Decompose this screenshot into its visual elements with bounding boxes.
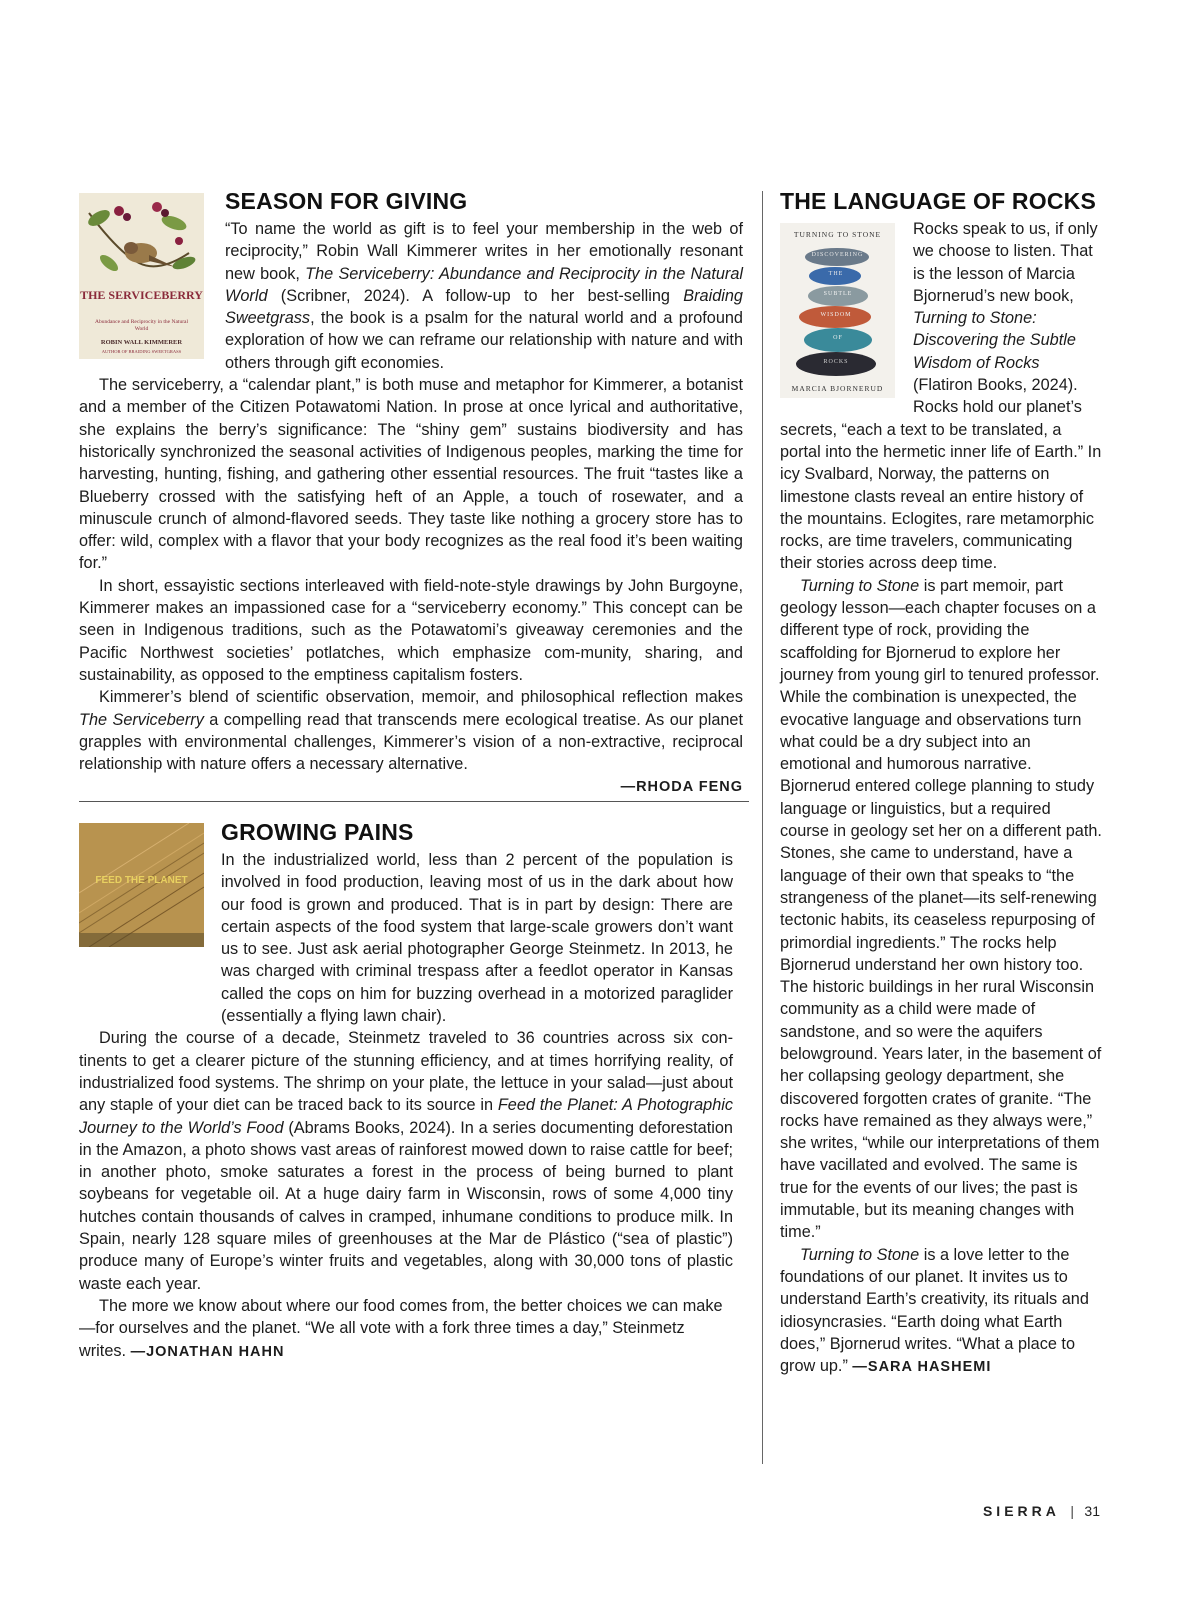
- cover-title: THE SERVICEBERRY: [80, 288, 203, 302]
- cover-stone-word: ROCKS: [823, 359, 849, 365]
- page-number: 31: [1084, 1503, 1100, 1519]
- book-title: Turning to Stone: [800, 576, 920, 595]
- cover-stone-word: OF: [833, 335, 843, 341]
- text-run: Rocks speak to us, if only we choose to listen. That is the lesson of Marcia Bjornerud’s new book,: [913, 220, 1098, 305]
- cover-author: ROBIN WALL KIMMERER: [100, 339, 183, 346]
- page-footer: [960, 1503, 1100, 1521]
- article-body-season-for-giving: [79, 218, 743, 799]
- text-run: The more we know about where our food comes from, the better choices we can make—for ourselves and the planet. “We all vote with a fork three times a day,” Steinmetz writes.: [79, 1296, 723, 1360]
- text-run: a compelling read that transcends mere ecological treatise. As our planet grapples with environmental challenges, Kimmerer’s vision of a non-extractive, reciprocal relationship with nature offers a necessary alternative.: [79, 710, 744, 774]
- column-divider: [762, 191, 763, 1464]
- article-heading-season-for-giving: SEASON FOR GIVING: [225, 188, 468, 214]
- paragraph: [225, 218, 743, 374]
- book-title: Feed the Planet: A Photographic Journey to the World’s Food: [79, 1096, 734, 1137]
- book-title: The Serviceberry: [79, 710, 204, 729]
- byline-sara-hashemi: —SARA HASHEMI: [852, 1359, 992, 1376]
- byline-jonathan-hahn: —JONATHAN HAHN: [130, 1343, 285, 1360]
- book-title: Braiding Sweetgrass: [225, 286, 743, 328]
- text-run: is part memoir, part geology lesson—each chapter focuses on a different type of rock, providing the scaffolding for Bjornerud to explore her journey from young girl to tenured professor. While the combination is unexpected, the evocative language and observations turn what could be a dry subject into an emotional and humorous narrative. Bjornerud entered college planning to study language or linguistics, but a required course in geology set her on a different path. Stones, she came to understand, have a language of their own that speaks to “the strangeness of the planet—its self-renewing tectonic habits, its ceaseless repurposing of primordial ingredients.” The rocks help Bjornerud understand her own history too. The historic buildings in her rural Wisconsin community as a child were made of sandstone, and so were the aquifers belowground. Years later, in the basement of her collapsing geology department, she discovered forgotten crates of granite. “The rocks have remained as they always were,” she writes, “while our interpretations of them have vacillated and evolved. The same is true for the events of our lives; the past is immutable, but its meaning changes with time.”: [780, 576, 1102, 1242]
- cover-stone-word: DISCOVERING: [811, 252, 864, 258]
- paragraph: In the industrialized world, less than 2 percent of the population is involved in food production, leaving most of us in the dark about how our food is grown and produced. That is in part by design: There are certain aspects of the food system that large-scale growers don’t want us to see. Just ask aerial photographer George Steinmetz. In 2013, he was charged with criminal trespass after a feedlot operator in Kansas called the cops on him for buzzing overhead in a motorized paraglider (essentially a flying lawn chair).: [221, 851, 733, 1026]
- paragraph: [780, 218, 1102, 575]
- text-run: , the book is a psalm for the natural world and a profound exploration of how we can reframe our relationship with nature and with others through gift economies.: [225, 309, 743, 372]
- book-title: Turning to Stone: Discovering the Subtle Wisdom of Rocks: [913, 309, 1076, 372]
- cover-stone-word: WISDOM: [820, 312, 852, 318]
- cover-author-note: AUTHOR OF BRAIDING SWEETGRASS: [101, 349, 182, 354]
- paragraph: [780, 1244, 1102, 1379]
- section-divider: [79, 801, 749, 802]
- text-run: “To name the world as gift is to feel your membership in the web of reciprocity,” Robin Wall Kimmerer writes in her emotionally resonant new book,: [225, 220, 743, 283]
- cover-stone-word: SUBTLE: [823, 291, 853, 297]
- article-heading-language-of-rocks: THE LANGUAGE OF ROCKS: [780, 188, 1096, 214]
- article-body-growing-pains: [79, 849, 733, 1363]
- cover-subtitle: Abundance and Reciprocity in the Natural World: [94, 319, 188, 332]
- book-title: Turning to Stone: [800, 1245, 920, 1264]
- text-run: Kimmerer’s blend of scientific observation, memoir, and philosophical reflection makes: [99, 688, 743, 707]
- paragraph: [780, 575, 1102, 1244]
- text-run: (Flatiron Books, 2024). Rocks hold our planet’s secrets, “each a text to be translated, a portal into the hermetic inner life of Earth.” In icy Svalbard, Norway, the patterns on limestone clasts reveal an entire history of the mountains. Eclogites, rare metamorphic rocks, are time travelers, communicating their stories across deep time.: [780, 376, 1102, 573]
- footer-separator: |: [1070, 1503, 1074, 1519]
- article-body-language-of-rocks: [780, 218, 1102, 1378]
- byline-rhoda-feng: —RHODA FENG: [620, 779, 743, 796]
- paragraph: The serviceberry, a “calendar plant,” is both muse and metaphor for Kimmerer, a botanist and a member of the Citizen Potawatomi Nation. In prose at once lyrical and authoritative, she explains the berry’s significance: The “shiny gem” sustains biodiversity and has historically synchronized the seasonal activities of Indigenous peoples, marking the time for harvesting, hunting, fishing, and gathering other essential resources. The fruit “tastes like a Blueberry crossed with the satisfying heft of an Apple, a touch of rosewater, and a minuscule crunch of almond-flavored seeds. They taste like nothing a grocery store has to offer: wild, complex with a flavor that your body recognizes as the real food it’s been waiting for.”: [79, 376, 743, 573]
- text-run: (Scribner, 2024). A follow-up to her best-selling: [267, 286, 684, 305]
- cover-title: TURNING TO STONE: [793, 230, 882, 239]
- book-title: The Serviceberry: Abundance and Reciprocity in the Natural World: [225, 264, 743, 305]
- text-run: (Abrams Books, 2024). In a series documenting deforestation in the Amazon, a photo shows vast areas of rainforest mowed down to raise cattle for beef; in another photo, smoke saturates a forest in the process of being burned to plant soybeans for vegetable oil. At a huge dairy farm in Wisconsin, rows of some 4,000 tiny hutches contain thousands of calves in cramped, inhumane conditions to produce milk. In Spain, nearly 128 square miles of greenhouses at the Mar de Plástico (“sea of plastic”) produce many of Europe’s winter fruits and vegetables, along with 30,000 tons of plastic waste each year.: [79, 1118, 733, 1293]
- magazine-name: SIERRA: [982, 1503, 1060, 1519]
- cover-float-space: [780, 218, 913, 405]
- paragraph: In short, essayistic sections interleaved with field-note-style drawings by John Burgoyne, Kimmerer makes an impassioned case for a “serviceberry economy.” This concept can be seen in Indigenous traditions, such as the Potawatomi’s giveaway ceremonies and the Pacific Northwest societies’ potlatches, which emphasize com-munity, sharing, and sustainability, as opposed to the emptiness capitalism fosters.: [79, 576, 743, 684]
- paragraph: [79, 1295, 733, 1363]
- paragraph: [79, 686, 743, 775]
- cover-stone-word: THE: [828, 271, 844, 277]
- cover-author: MARCIA BJORNERUD: [791, 384, 884, 393]
- cover-title: FEED THE PLANET: [95, 875, 188, 886]
- text-run: During the course of a decade, Steinmetz traveled to 36 countries across six con-tinents to get a clearer picture of the stunning efficiency, and at times horrifying reality, of industrialized food systems. The shrimp on your plate, the lettuce in your salad—just about any staple of your diet can be traced back to its source in: [79, 1029, 733, 1115]
- article-heading-growing-pains: GROWING PAINS: [221, 819, 414, 845]
- text-run: is a love letter to the foundations of our planet. It invites us to understand Earth’s creativity, its rituals and idiosyncrasies. “Earth doing what Earth does,” Bjornerud writes. “What a place to grow up.”: [780, 1245, 1089, 1376]
- paragraph: [79, 1027, 733, 1295]
